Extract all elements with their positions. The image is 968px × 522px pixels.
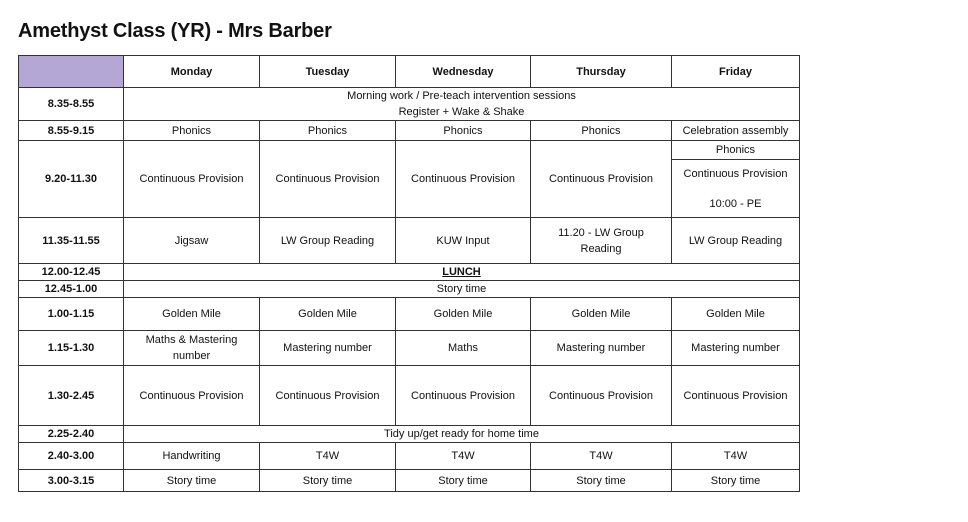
table-row xyxy=(19,121,800,141)
table-row xyxy=(19,331,800,366)
tuesday-cell: T4W xyxy=(260,443,396,470)
monday-cell: Handwriting xyxy=(124,443,260,470)
time-cell: 3.00-3.15 xyxy=(19,470,124,492)
thursday-cell: Continuous Provision xyxy=(531,141,672,218)
thursday-reading-line-1: 11.20 - LW Group xyxy=(558,226,644,239)
header-row xyxy=(19,56,800,88)
time-cell: 1.00-1.15 xyxy=(19,298,124,331)
friday-cell: Story time xyxy=(672,470,800,492)
tidy-up-cell: Tidy up/get ready for home time xyxy=(124,426,800,443)
table-row xyxy=(19,426,800,443)
day-header-wednesday: Wednesday xyxy=(396,56,531,88)
day-header-tuesday: Tuesday xyxy=(260,56,396,88)
friday-cell: Continuous Provision xyxy=(672,366,800,426)
friday-cell-phonics: Phonics xyxy=(672,141,800,160)
friday-spacer xyxy=(674,182,797,196)
table-row xyxy=(19,281,800,298)
friday-cell: Celebration assembly xyxy=(672,121,800,141)
monday-cell: Phonics xyxy=(124,121,260,141)
time-cell: 11.35-11.55 xyxy=(19,218,124,264)
time-cell: 8.55-9.15 xyxy=(19,121,124,141)
friday-cell: Golden Mile xyxy=(672,298,800,331)
tuesday-cell: Phonics xyxy=(260,121,396,141)
tuesday-cell: Continuous Provision xyxy=(260,141,396,218)
morning-work-line-2: Register + Wake & Shake xyxy=(398,106,525,118)
thursday-cell: Story time xyxy=(531,470,672,492)
timetable xyxy=(18,55,800,492)
table-row xyxy=(19,141,800,160)
table-row xyxy=(19,470,800,492)
wednesday-cell: Maths xyxy=(396,331,531,366)
time-cell: 1.30-2.45 xyxy=(19,366,124,426)
time-cell: 12.45-1.00 xyxy=(19,281,124,298)
wednesday-cell: Continuous Provision xyxy=(396,141,531,218)
thursday-cell xyxy=(531,218,672,264)
tuesday-cell: Golden Mile xyxy=(260,298,396,331)
monday-cell: Story time xyxy=(124,470,260,492)
tuesday-cell: Continuous Provision xyxy=(260,366,396,426)
monday-maths-line-1: Maths & Mastering xyxy=(145,334,238,346)
day-header-friday: Friday xyxy=(672,56,800,88)
morning-work-cell xyxy=(124,88,800,121)
wednesday-cell: Phonics xyxy=(396,121,531,141)
friday-cell: LW Group Reading xyxy=(672,218,800,264)
time-cell: 2.40-3.00 xyxy=(19,443,124,470)
time-cell: 9.20-11.30 xyxy=(19,141,124,218)
thursday-cell: Golden Mile xyxy=(531,298,672,331)
thursday-cell: T4W xyxy=(531,443,672,470)
table-row xyxy=(19,366,800,426)
monday-cell: Jigsaw xyxy=(124,218,260,264)
day-header-thursday: Thursday xyxy=(531,56,672,88)
table-row xyxy=(19,298,800,331)
table-row xyxy=(19,88,800,121)
table-row xyxy=(19,443,800,470)
wednesday-cell: Continuous Provision xyxy=(396,366,531,426)
monday-maths-line-2: number xyxy=(172,350,211,362)
friday-cell: Mastering number xyxy=(672,331,800,366)
page-title: Amethyst Class (YR) - Mrs Barber xyxy=(18,20,332,42)
time-cell: 12.00-12.45 xyxy=(19,264,124,281)
thursday-cell: Mastering number xyxy=(531,331,672,366)
wednesday-cell: KUW Input xyxy=(396,218,531,264)
wednesday-cell: T4W xyxy=(396,443,531,470)
wednesday-cell: Golden Mile xyxy=(396,298,531,331)
table-row xyxy=(19,264,800,281)
morning-work-line-1: Morning work / Pre-teach intervention sessions xyxy=(347,90,576,102)
time-cell: 8.35-8.55 xyxy=(19,88,124,121)
tuesday-cell: Story time xyxy=(260,470,396,492)
monday-cell: Continuous Provision xyxy=(124,141,260,218)
story-time-cell: Story time xyxy=(124,281,800,298)
monday-cell: Golden Mile xyxy=(124,298,260,331)
friday-cell: T4W xyxy=(672,443,800,470)
thursday-reading-line-2: Reading xyxy=(580,242,622,255)
friday-pe-text: 10:00 - PE xyxy=(709,197,762,210)
tuesday-cell: LW Group Reading xyxy=(260,218,396,264)
friday-provision-text: Continuous Provision xyxy=(683,167,788,180)
wednesday-cell: Story time xyxy=(396,470,531,492)
table-row xyxy=(19,218,800,264)
monday-cell: Continuous Provision xyxy=(124,366,260,426)
lunch-cell: LUNCH xyxy=(124,264,800,281)
friday-cell-provision xyxy=(672,160,800,218)
day-header-monday: Monday xyxy=(124,56,260,88)
time-cell: 2.25-2.40 xyxy=(19,426,124,443)
time-cell: 1.15-1.30 xyxy=(19,331,124,366)
header-corner-cell xyxy=(19,56,124,88)
tuesday-cell: Mastering number xyxy=(260,331,396,366)
thursday-cell: Phonics xyxy=(531,121,672,141)
thursday-cell: Continuous Provision xyxy=(531,366,672,426)
monday-cell xyxy=(124,331,260,366)
